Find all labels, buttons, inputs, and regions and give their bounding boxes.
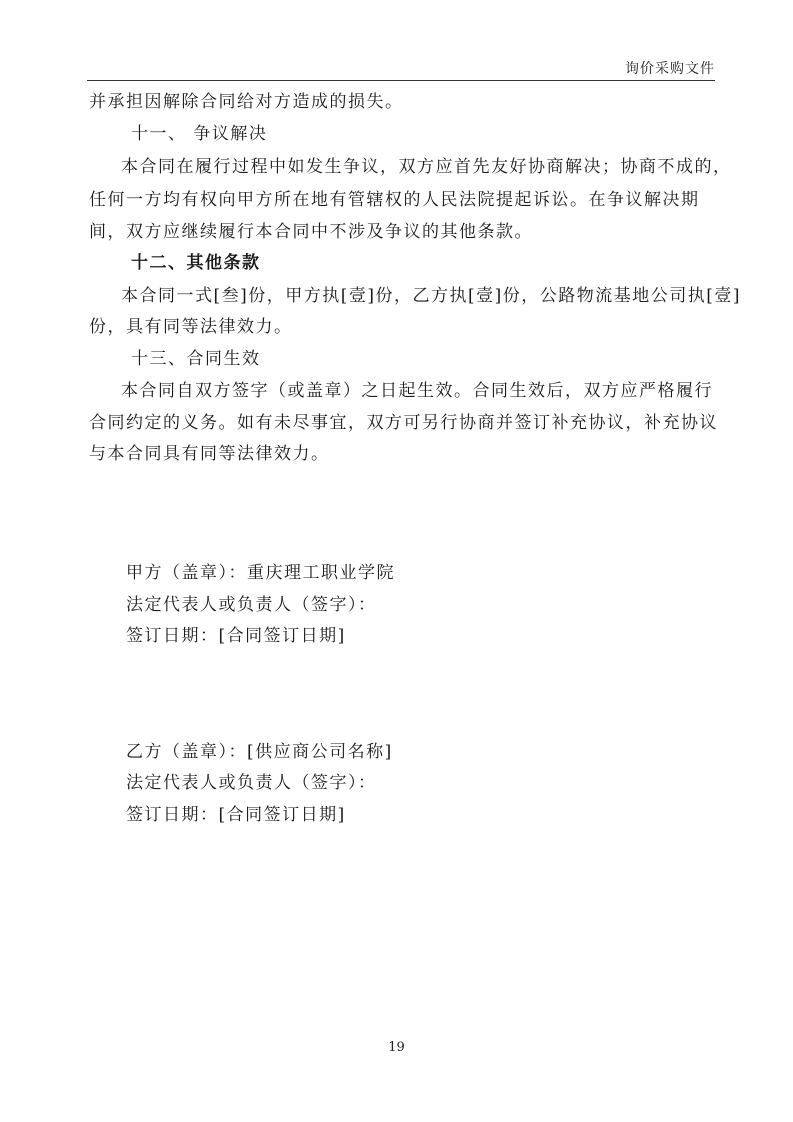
party-a-sign-date: 签订日期：[合同签订日期] (126, 626, 346, 646)
section-heading-effective: 十三、合同生效 (131, 349, 261, 369)
paragraph-line: 合同约定的义务。如有未尽事宜，双方可另行协商并签订补充协议，补充协议 (89, 413, 718, 433)
paragraph-line: 本合同自双方签字（或盖章）之日起生效。合同生效后，双方应严格履行 (121, 381, 713, 401)
header-divider (87, 80, 715, 81)
section-heading-dispute: 十一、 争议解决 (131, 124, 268, 144)
party-b-representative: 法定代表人或负责人（签字）： (126, 773, 377, 793)
paragraph-line: 间，双方应继续履行本合同中不涉及争议的其他条款。 (89, 222, 533, 242)
header-title: 询价采购文件 (625, 61, 715, 77)
paragraph-line: 与本合同具有同等法律效力。 (89, 444, 330, 464)
paragraph-line: 份，具有同等法律效力。 (89, 317, 293, 337)
paragraph-line: 本合同在履行过程中如发生争议，双方应首先友好协商解决；协商不成的， (121, 157, 732, 177)
paragraph-line: 任何一方均有权向甲方所在地有管辖权的人民法院提起诉讼。在争议解决期 (89, 190, 700, 210)
paragraph-line: 并承担因解除合同给对方造成的损失。 (89, 92, 404, 112)
party-a-representative: 法定代表人或负责人（签字）： (126, 595, 377, 615)
page-number: 19 (388, 1040, 405, 1055)
party-b-sign-date: 签订日期：[合同签订日期] (126, 805, 346, 825)
party-a-seal: 甲方（盖章）：重庆理工职业学院 (126, 563, 395, 583)
section-heading-other-terms: 十二、其他条款 (131, 253, 261, 273)
party-b-seal: 乙方（盖章）：[供应商公司名称] (126, 742, 393, 762)
paragraph-line: 本合同一式[叁]份，甲方执[壹]份，乙方执[壹]份，公路物流基地公司执[壹] (121, 286, 742, 306)
